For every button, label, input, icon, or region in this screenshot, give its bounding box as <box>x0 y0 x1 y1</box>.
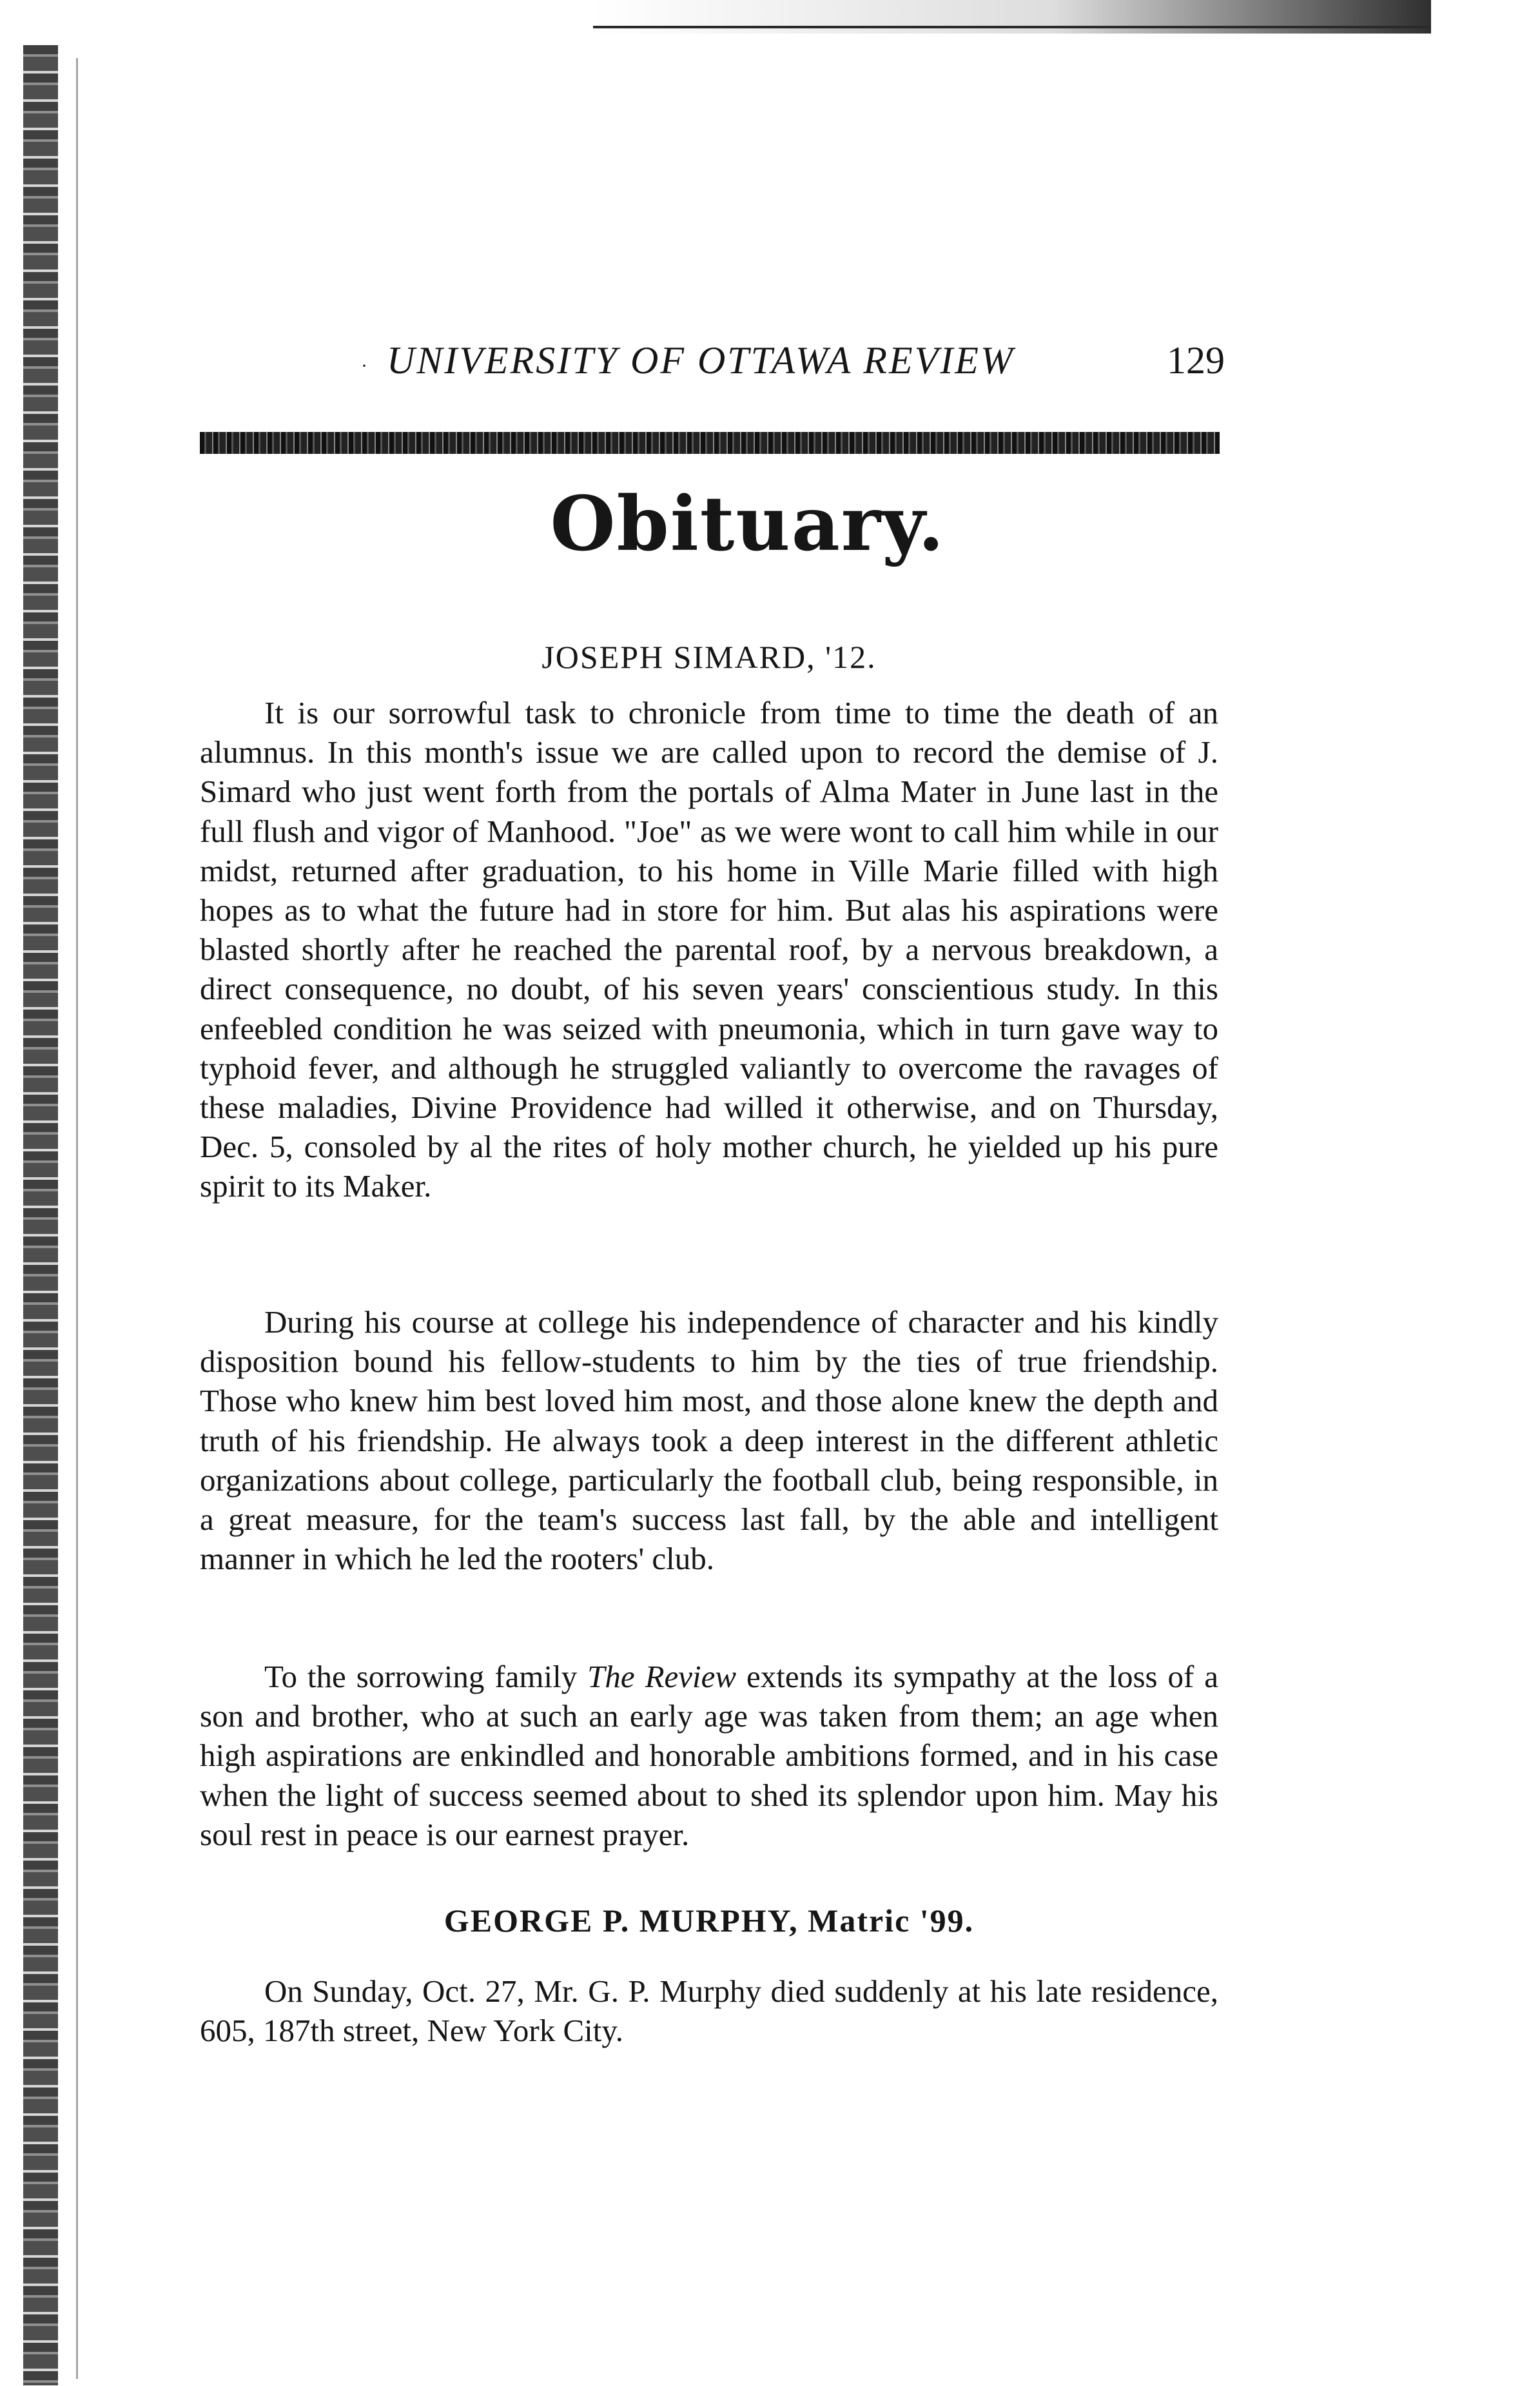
ornamental-rule <box>200 432 1220 454</box>
paragraph-simard-3 <box>200 1657 1218 1854</box>
entry-heading-simard: JOSEPH SIMARD, '12. <box>541 639 877 675</box>
paragraph-simard-1 <box>200 693 1218 1206</box>
paragraph-text: To the sorrowing family <box>264 1659 588 1694</box>
review-title: The Review <box>587 1659 737 1694</box>
paragraph-text: It is our sorrowful task to chronicle from time to time the death of an alumnus. In this month's issue we are called upon to record the demise of J. Simard who just went forth from the portals of Alma Mater in June last in the full flush and vigor of Manhood. "Joe" as we were wont to call him while in our midst, returned after graduation, to his home in Ville Marie filled with high hopes as to what the future had in store for him. But alas his aspirations were blasted shortly after he reached the parental roof, by a nervous breakdown, a direct consequence, no doubt, of his seven years' conscientious study. In this enfeebled condition he was seized with pneumonia, which in turn gave way to typhoid fever, and although he struggled valiantly to overcome the ravages of these maladies, Divine Providence had willed it otherwise, and on Thursday, Dec. 5, consoled by al the rites of holy mother church, he yielded up his pure spirit to its Maker. <box>200 695 1218 1204</box>
scan-edge-line <box>593 26 1431 28</box>
paragraph-murphy-1 <box>200 1971 1218 2050</box>
page-number: 129 <box>1167 339 1225 382</box>
running-header <box>200 332 1231 390</box>
section-heading: Obituary. <box>550 480 946 568</box>
scan-margin-line <box>76 58 78 2379</box>
scan-binding-edge <box>23 45 58 2385</box>
journal-title: UNIVERSITY OF OTTAWA REVIEW <box>387 339 1015 382</box>
paragraph-simard-2 <box>200 1302 1218 1578</box>
entry-heading-murphy: GEORGE P. MURPHY, Matric '99. <box>443 1902 975 1939</box>
scan-shadow-top <box>593 0 1431 34</box>
paragraph-text: extends its sympathy at the loss of a son and brother, who at such an early age was taken from them; an age when high aspirations are enkindled and honorable ambitions formed, and in his case when the light of success seemed about to shed its splendor upon him. May his soul rest in peace is our earnest prayer. <box>200 1659 1218 1852</box>
paragraph-text: On Sunday, Oct. 27, Mr. G. P. Murphy died suddenly at his late residence, 605, 187th street, New York City. <box>200 1973 1218 2049</box>
paragraph-text: During his course at college his independence of character and his kindly disposition bound his fellow-students to him by the ties of true friendship. Those who knew him best loved him most, and those alone knew the depth and truth of his friendship. He always took a deep interest in the different athletic organizations about college, particularly the football club, being responsible, in a great measure, for the team's success last fall, by the able and intelligent manner in which he led the rooters' club. <box>200 1304 1218 1577</box>
header-dot: · <box>361 355 367 376</box>
